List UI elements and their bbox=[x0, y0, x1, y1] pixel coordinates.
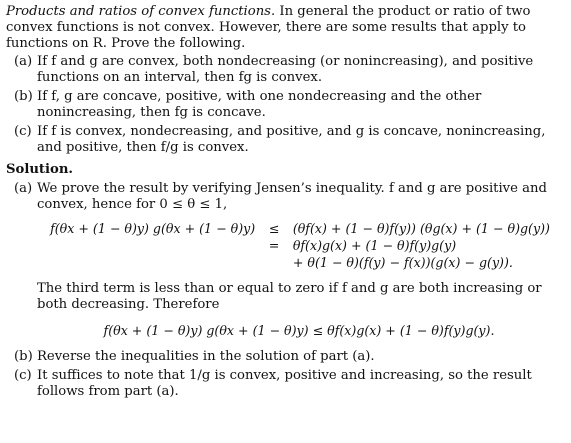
solution-label: (a) bbox=[14, 181, 33, 196]
solution-label: (c) bbox=[14, 368, 32, 383]
solution-label: (b) bbox=[14, 349, 33, 364]
problem-text: If f, g are concave, positive, with one nondecreasing and the other nonincreasing, then fg is concave. bbox=[37, 89, 482, 120]
eq-rhs: θf(x)g(x) + (1 − θ)f(y)g(y) bbox=[292, 238, 457, 253]
eq-rhs: (θf(x) + (1 − θ)f(y)) (θg(x) + (1 − θ)g(y)) bbox=[292, 221, 550, 236]
solution-heading: Solution. bbox=[6, 162, 73, 177]
eq-lhs bbox=[39, 255, 255, 271]
solution-text: Reverse the inequalities in the solution of part (a). bbox=[37, 349, 375, 364]
equation-array bbox=[39, 221, 561, 271]
eq-lhs bbox=[39, 238, 255, 254]
problem-item-a bbox=[6, 54, 561, 86]
problem-text: If f is convex, nondecreasing, and positive, and g is concave, nonincreasing, and positive, then f/g is convex. bbox=[37, 124, 546, 155]
problem-list bbox=[6, 54, 561, 156]
solution-list bbox=[6, 181, 561, 400]
problem-item-b bbox=[6, 89, 561, 121]
display-equation: f(θx + (1 − θ)y) g(θx + (1 − θ)y) ≤ θf(x)g(x) + (1 − θ)f(y)g(y). bbox=[103, 323, 495, 338]
eq-lhs: f(θx + (1 − θ)y) g(θx + (1 − θ)y) bbox=[50, 221, 256, 236]
problem-label: (c) bbox=[14, 124, 32, 139]
eq-relation: ≤ bbox=[268, 221, 280, 236]
problem-item-c bbox=[6, 124, 561, 156]
eq-relation: = bbox=[268, 238, 280, 253]
solution-after-text: The third term is less than or equal to zero if f and g are both increasing or both decreasing. Therefore bbox=[37, 281, 542, 312]
eq-relation bbox=[263, 255, 285, 271]
solution-item-a bbox=[6, 181, 561, 339]
problem-text: If f and g are convex, both nondecreasing (or nonincreasing), and positive functions on an interval, then fg is convex. bbox=[37, 54, 534, 85]
intro-text: In general the product or ratio of two convex functions is not convex. However, there are some results that apply to functions on R. Prove the following. bbox=[6, 4, 531, 51]
solution-item-c bbox=[6, 368, 561, 400]
solution-item-b bbox=[6, 349, 561, 365]
solution-text: It suffices to note that 1/g is convex, positive and increasing, so the result follows from part (a). bbox=[37, 368, 532, 399]
intro-paragraph bbox=[6, 4, 561, 52]
problem-label: (b) bbox=[14, 89, 33, 104]
intro-title: Products and ratios of convex functions. bbox=[6, 4, 276, 19]
problem-label: (a) bbox=[14, 54, 33, 69]
eq-rhs: + θ(1 − θ)(f(y) − f(x))(g(x) − g(y)). bbox=[292, 255, 513, 270]
solution-intro: We prove the result by verifying Jensen’s inequality. f and g are positive and convex, hence for 0 ≤ θ ≤ 1, bbox=[37, 181, 547, 212]
